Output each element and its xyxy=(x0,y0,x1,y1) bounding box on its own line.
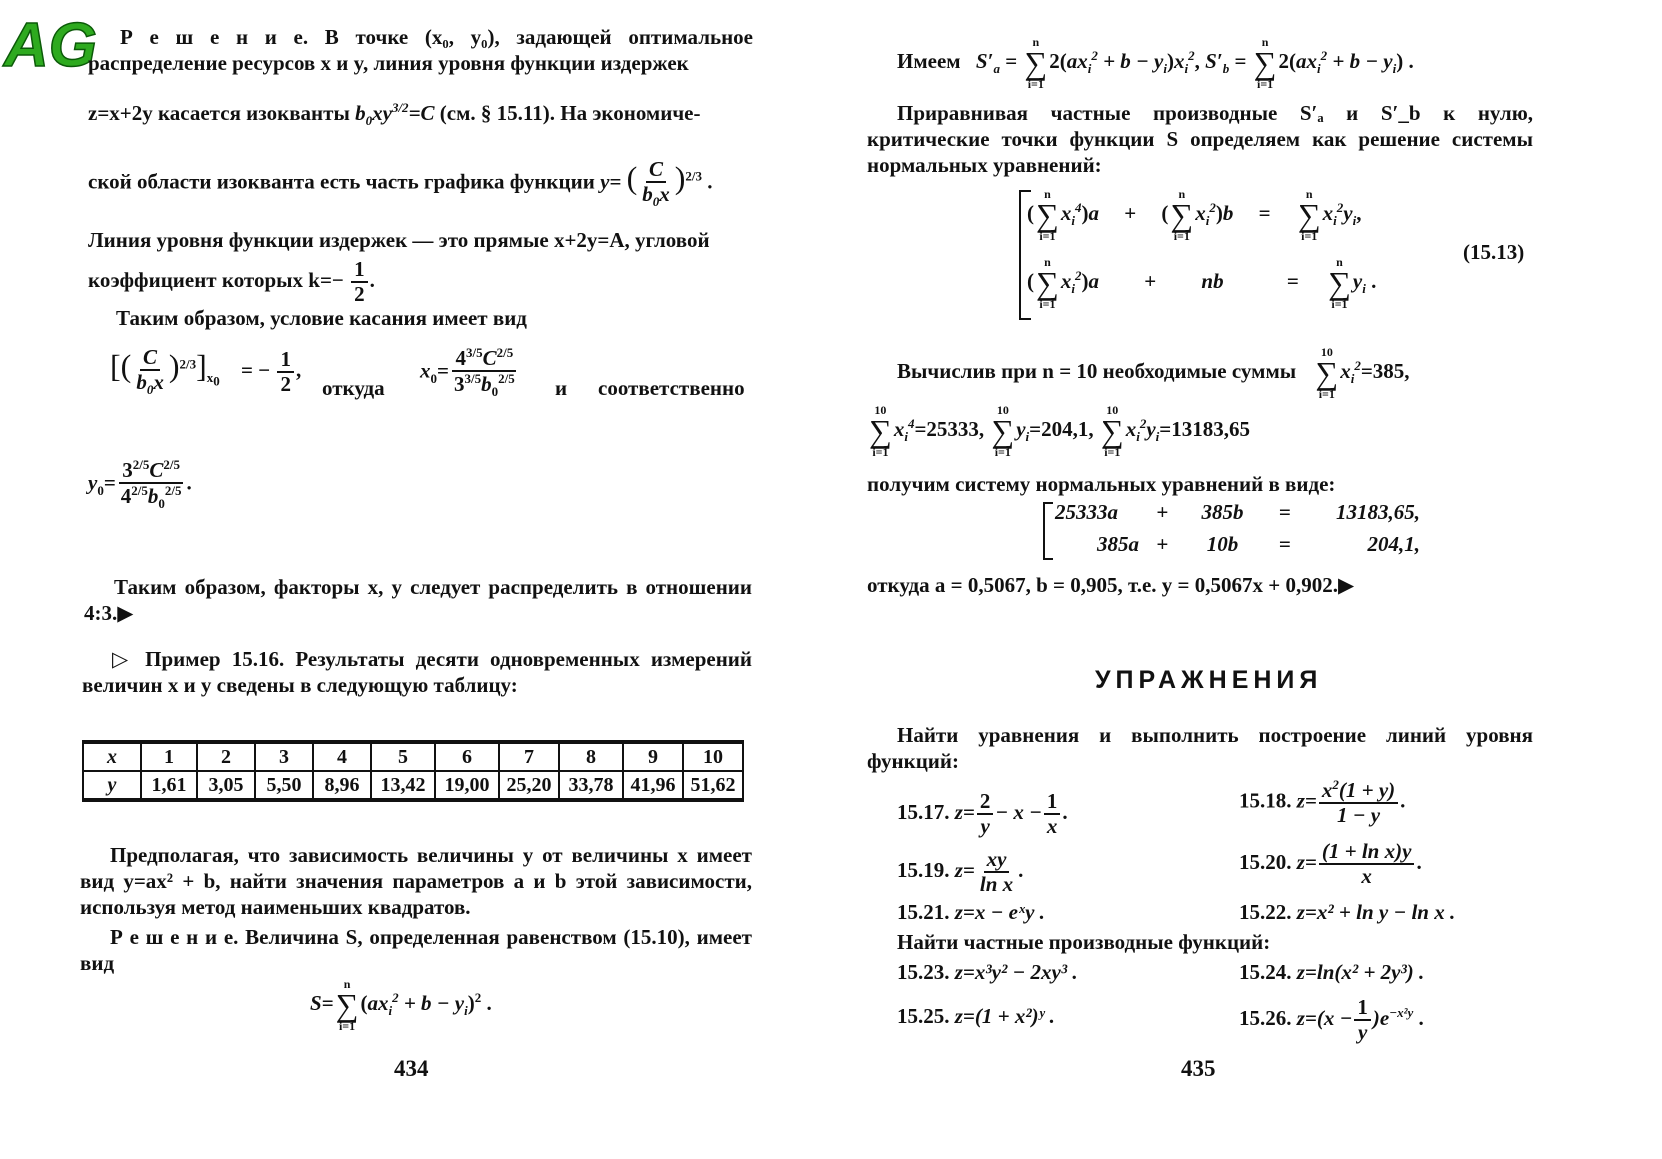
equation-number: (15.13) xyxy=(1463,240,1525,264)
system-intro: получим систему нормальных уравнений в виде: xyxy=(867,472,1336,496)
partial-derivatives-line: Имеем $S'_a$ = n ∑ i=1 $2(ax_i^2 + b - y_i)x_i^2$, $S'_b$ = n ∑ i=1 $2(ax_i^2 + b - y_i)$ . xyxy=(897,35,1414,91)
example-label: ▷ Пример 15.16. xyxy=(112,647,285,671)
table-cell: 51,62 xyxy=(683,771,743,800)
table-cell: 19,00 xyxy=(435,771,499,800)
example-15-16 xyxy=(82,646,752,698)
cost-lines-text: Линия уровня функции издержек — это прямые x+2y=A, угловой xyxy=(88,228,710,252)
exercise-number: 15.22. xyxy=(1239,900,1292,924)
table-cell: 5,50 xyxy=(255,771,313,800)
table-row-x xyxy=(83,742,743,771)
condition-eq: = − xyxy=(241,357,271,382)
table-cell: 9 xyxy=(623,742,683,771)
respectively-word: соответственно xyxy=(598,376,745,400)
graph-line: ской области изокванта есть часть графика функции y= ( $\frac{C}{b_0x}$ )$^{2/3}$ . xyxy=(88,157,713,210)
eq-op: + xyxy=(1156,532,1169,556)
isoquant-line: z=x+2y касается изокванты $b_0xy^{3/2}=C$ (см. § 15.11). На экономиче- xyxy=(88,100,701,129)
slope-text: коэффициент которых k=− xyxy=(88,267,344,292)
table-cell: 8 xyxy=(559,742,623,771)
assumption-paragraph: Предполагая, что зависимость величины y от величины x имеет вид y=ax² + b, найти значения параметров a и b этой зависимости, используя метод наименьших квадратов. xyxy=(80,843,752,919)
exercise-15-23 xyxy=(897,960,1078,985)
exercise-formula: z=x³y² − 2xy³ . xyxy=(954,960,1078,984)
sums-intro-text: Вычислив при n = 10 необходимые суммы xyxy=(897,358,1297,383)
result-line: откуда a = 0,5067, b = 0,905, т.е. y = 0,5067x + 0,902.▶ xyxy=(867,573,1355,597)
y0-formula: $y_0=$ $\frac{3^{2/5}C^{2/5}}{4^{2/5}b_0^{2/5}}$ . xyxy=(88,457,192,512)
exercise-15-20: 15.20. z= $\frac{\text{(1 + ln x)y}}{x}$ . xyxy=(1239,839,1422,889)
exercise-15-26: 15.26. z=(x − $\frac{1}{y}$ )$e^{-x^2y}$ . xyxy=(1239,995,1424,1045)
eq-op: + xyxy=(1156,500,1169,524)
eq-term: 385a xyxy=(1097,532,1139,556)
sum-x2-value: =385, xyxy=(1360,358,1410,383)
exercise-formula: z=x² + ln y − ln x . xyxy=(1296,900,1456,924)
exercise-number: 15.20. xyxy=(1239,849,1292,874)
exercise-15-17: 15.17. z= $\frac{2}{y}$ − x − $\frac{1}{x}$ . xyxy=(897,789,1068,839)
table-cell: 1 xyxy=(141,742,197,771)
exercise-number: 15.25. xyxy=(897,1004,950,1028)
numeric-eq-row-2 xyxy=(1055,532,1420,557)
exercise-formula: z=ln(x² + 2y³) . xyxy=(1296,960,1425,984)
exercise-15-19: 15.19. z= $\frac{xy}{\text{ln x}}$ . xyxy=(897,847,1024,897)
table-cell: 41,96 xyxy=(623,771,683,800)
eq-term: 25333a xyxy=(1055,500,1118,524)
exercise-formula: z=(1 + x²)ʸ . xyxy=(954,1004,1055,1028)
exercise-15-18: 15.18. z= $\frac{x^2(1 + y)}{1 - y}$ . xyxy=(1239,777,1406,828)
table-cell: 13,42 xyxy=(371,771,435,800)
table-cell: 6 xyxy=(435,742,499,771)
table-cell: x xyxy=(83,742,141,771)
table-row-y xyxy=(83,771,743,800)
from-word: откуда xyxy=(322,376,385,400)
exercise-formula: z=x − eˣy . xyxy=(954,900,1045,924)
have-word: Имеем xyxy=(897,48,961,73)
isoquant-text-pre: z=x+2y касается изокванты xyxy=(88,101,350,125)
isoquant-text-post: (см. § 15.11). На экономиче- xyxy=(439,101,701,125)
example-text: Результаты десяти одновременных измерений величин x и y сведены в следующую таблицу: xyxy=(82,647,752,697)
and-word: и xyxy=(555,376,568,400)
sum-x2y-value: =13183,65 xyxy=(1159,416,1250,441)
table-cell: 3 xyxy=(255,742,313,771)
numeric-system-brace xyxy=(1043,502,1053,560)
exercise-15-24 xyxy=(1239,960,1424,985)
page-number-left: 434 xyxy=(394,1056,429,1081)
exercise-number: 15.26. xyxy=(1239,1005,1292,1030)
eq-op: = xyxy=(1278,500,1291,524)
exercise-15-25 xyxy=(897,1004,1055,1029)
exercise-15-22 xyxy=(1239,900,1455,925)
right-page xyxy=(831,0,1662,1159)
exercise-number: 15.23. xyxy=(897,960,950,984)
exercise-number: 15.18. xyxy=(1239,788,1292,813)
table-cell: 25,20 xyxy=(499,771,559,800)
sums-intro: Вычислив при n = 10 необходимые суммы 10 ∑ i=1 $x_i^2=385$, xyxy=(897,345,1410,401)
sums-line: 10 ∑ i=1 $x_i^4=25333$, 10 ∑ i=1 $y_i=204,1$, 10 ∑ i=1 $x_i^2y_i=13183,65$ xyxy=(869,403,1250,459)
normal-eq-row-1: ( n ∑ i=1 $x_i^4)a$ + ( n ∑ i=1 $x_i^2)b$ = n ∑ i=1 $x_i^2y_i$, xyxy=(1027,187,1362,243)
table-cell: 4 xyxy=(313,742,371,771)
eq-term: 13183,65, xyxy=(1336,500,1420,524)
section-title: УПРАЖНЕНИЯ xyxy=(1095,666,1323,694)
eq-term: 10b xyxy=(1206,532,1239,556)
s-formula: S= n ∑ i=1 $(ax_i^2 + b - y_i)^2$ . xyxy=(310,977,492,1033)
sum-y-value: =204,1, xyxy=(1029,416,1094,441)
ratio-conclusion: Таким образом, факторы x, y следует распределить в отношении 4:3.▶ xyxy=(84,575,752,625)
solution-paragraph-1: Р е ш е н и е. В точке (x₀, y₀), задающей оптимальное распределение ресурсов x и y, линия уровня функции издержек xyxy=(88,25,753,75)
derivatives-intro: Найти частные производные функций: xyxy=(897,930,1271,954)
table-cell: 5 xyxy=(371,742,435,771)
table-cell: 3,05 xyxy=(197,771,255,800)
normal-eq-row-2: ( n ∑ i=1 $x_i^2)a$ + nb = n ∑ i=1 $y_i$ . xyxy=(1027,255,1377,311)
sum-x4-value: =25333, xyxy=(914,416,985,441)
table-cell: 8,96 xyxy=(313,771,371,800)
table-cell: 1,61 xyxy=(141,771,197,800)
solution-paragraph-2: Р е ш е н и е. Величина S, определенная равенством (15.10), имеет вид xyxy=(80,925,752,975)
equate-paragraph: Приравнивая частные производные S′ₐ и S′_b к нулю, критические точки функции S определяем как решение системы нормальных уравнений: xyxy=(867,101,1533,177)
slope-line: коэффициент которых k=− $\frac{1}{2}$ . xyxy=(88,257,375,307)
table-cell: 33,78 xyxy=(559,771,623,800)
page-number-right: 435 xyxy=(1181,1056,1216,1081)
graph-text: ской области изокванта есть часть графика функции xyxy=(88,169,595,194)
eq-term: 385b xyxy=(1201,500,1244,524)
tangency-intro: Таким образом, условие касания имеет вид xyxy=(116,306,527,330)
eq-term: 204,1, xyxy=(1367,532,1420,556)
exercise-number: 15.19. xyxy=(897,857,950,882)
table-cell: 2 xyxy=(197,742,255,771)
logo-letters: AG xyxy=(4,11,97,80)
tangency-condition: [( $\frac{C}{b_0x}$ )$^{2/3}]_{x_0}$ = − $\frac{1}{2}$ , xyxy=(110,345,302,398)
exercise-number: 15.24. xyxy=(1239,960,1292,984)
x0-formula: $x_0=$ $\frac{4^{3/5}C^{2/5}}{3^{3/5}b_0^{2/5}}$ xyxy=(420,345,515,400)
table-cell: 10 xyxy=(683,742,743,771)
eq-op: = xyxy=(1278,532,1291,556)
exercise-number: 15.21. xyxy=(897,900,950,924)
numeric-eq-row-1 xyxy=(1055,500,1420,525)
measurement-table xyxy=(82,740,744,802)
exercise-15-21 xyxy=(897,900,1045,925)
exercise-number: 15.17. xyxy=(897,799,950,824)
table-cell: 7 xyxy=(499,742,559,771)
exercises-intro: Найти уравнения и выполнить построение линий уровня функций: xyxy=(867,723,1533,773)
table-cell: y xyxy=(83,771,141,800)
